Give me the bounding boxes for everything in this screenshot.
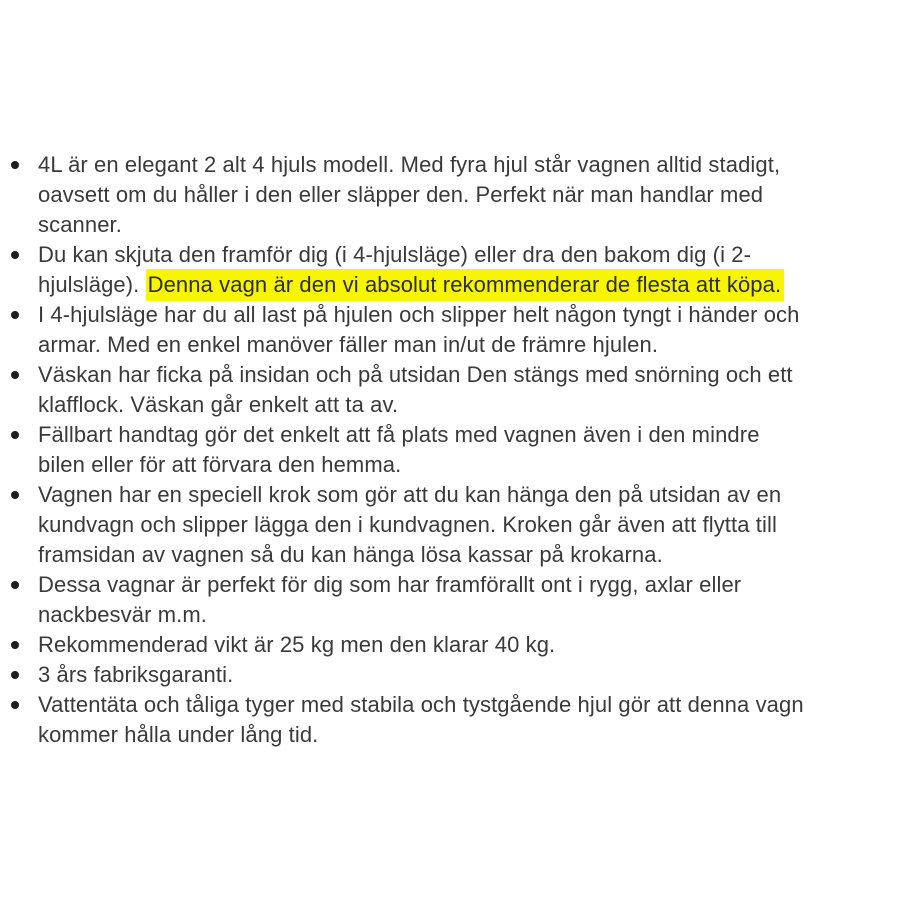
- list-item: [0, 420, 900, 480]
- text-segment: kommer hålla under lång tid.: [38, 722, 319, 747]
- text-segment: 3 års fabriksgaranti.: [38, 662, 234, 687]
- text-segment: Dessa vagnar är perfekt för dig som har framförallt ont i rygg, axlar eller: [38, 572, 742, 597]
- text-segment: Fällbart handtag gör det enkelt att få plats med vagnen även i den mindre: [38, 422, 760, 447]
- highlighted-text: Denna vagn är den vi absolut rekommenderar de flesta att köpa.: [146, 269, 785, 301]
- text-segment: kundvagn och slipper lägga den i kundvagnen. Kroken går även att flytta till: [38, 512, 777, 537]
- text-segment: armar. Med en enkel manöver fäller man in/ut de främre hjulen.: [38, 332, 659, 357]
- text-segment: scanner.: [38, 212, 122, 237]
- bullet-list: [0, 150, 900, 750]
- text-segment: 4L är en elegant 2 alt 4 hjuls modell. Med fyra hjul står vagnen alltid stadigt,: [38, 152, 781, 177]
- text-segment: bilen eller för att förvara den hemma.: [38, 452, 402, 477]
- text-segment: Rekommenderad vikt är 25 kg men den klarar 40 kg.: [38, 632, 556, 657]
- list-item: [0, 660, 900, 690]
- list-item: [0, 360, 900, 420]
- text-segment: Vagnen har en speciell krok som gör att du kan hänga den på utsidan av en: [38, 482, 782, 507]
- text-segment: framsidan av vagnen så du kan hänga lösa kassar på krokarna.: [38, 542, 663, 567]
- text-segment: I 4-hjulsläge har du all last på hjulen och slipper helt någon tyngt i händer och: [38, 302, 800, 327]
- list-item: [0, 240, 900, 300]
- list-item: [0, 300, 900, 360]
- text-segment: hjulsläge).: [38, 272, 146, 297]
- text-segment: oavsett om du håller i den eller släpper den. Perfekt när man handlar med: [38, 182, 764, 207]
- text-segment: nackbesvär m.m.: [38, 602, 207, 627]
- text-segment: klafflock. Väskan går enkelt att ta av.: [38, 392, 399, 417]
- list-item: [0, 150, 900, 240]
- text-segment: Väskan har ficka på insidan och på utsidan Den stängs med snörning och ett: [38, 362, 793, 387]
- list-item: [0, 570, 900, 630]
- text-segment: Du kan skjuta den framför dig (i 4-hjulsläge) eller dra den bakom dig (i 2-: [38, 242, 752, 267]
- list-item: [0, 480, 900, 570]
- list-item: [0, 690, 900, 750]
- text-segment: Vattentäta och tåliga tyger med stabila och tystgående hjul gör att denna vagn: [38, 692, 804, 717]
- list-item: [0, 630, 900, 660]
